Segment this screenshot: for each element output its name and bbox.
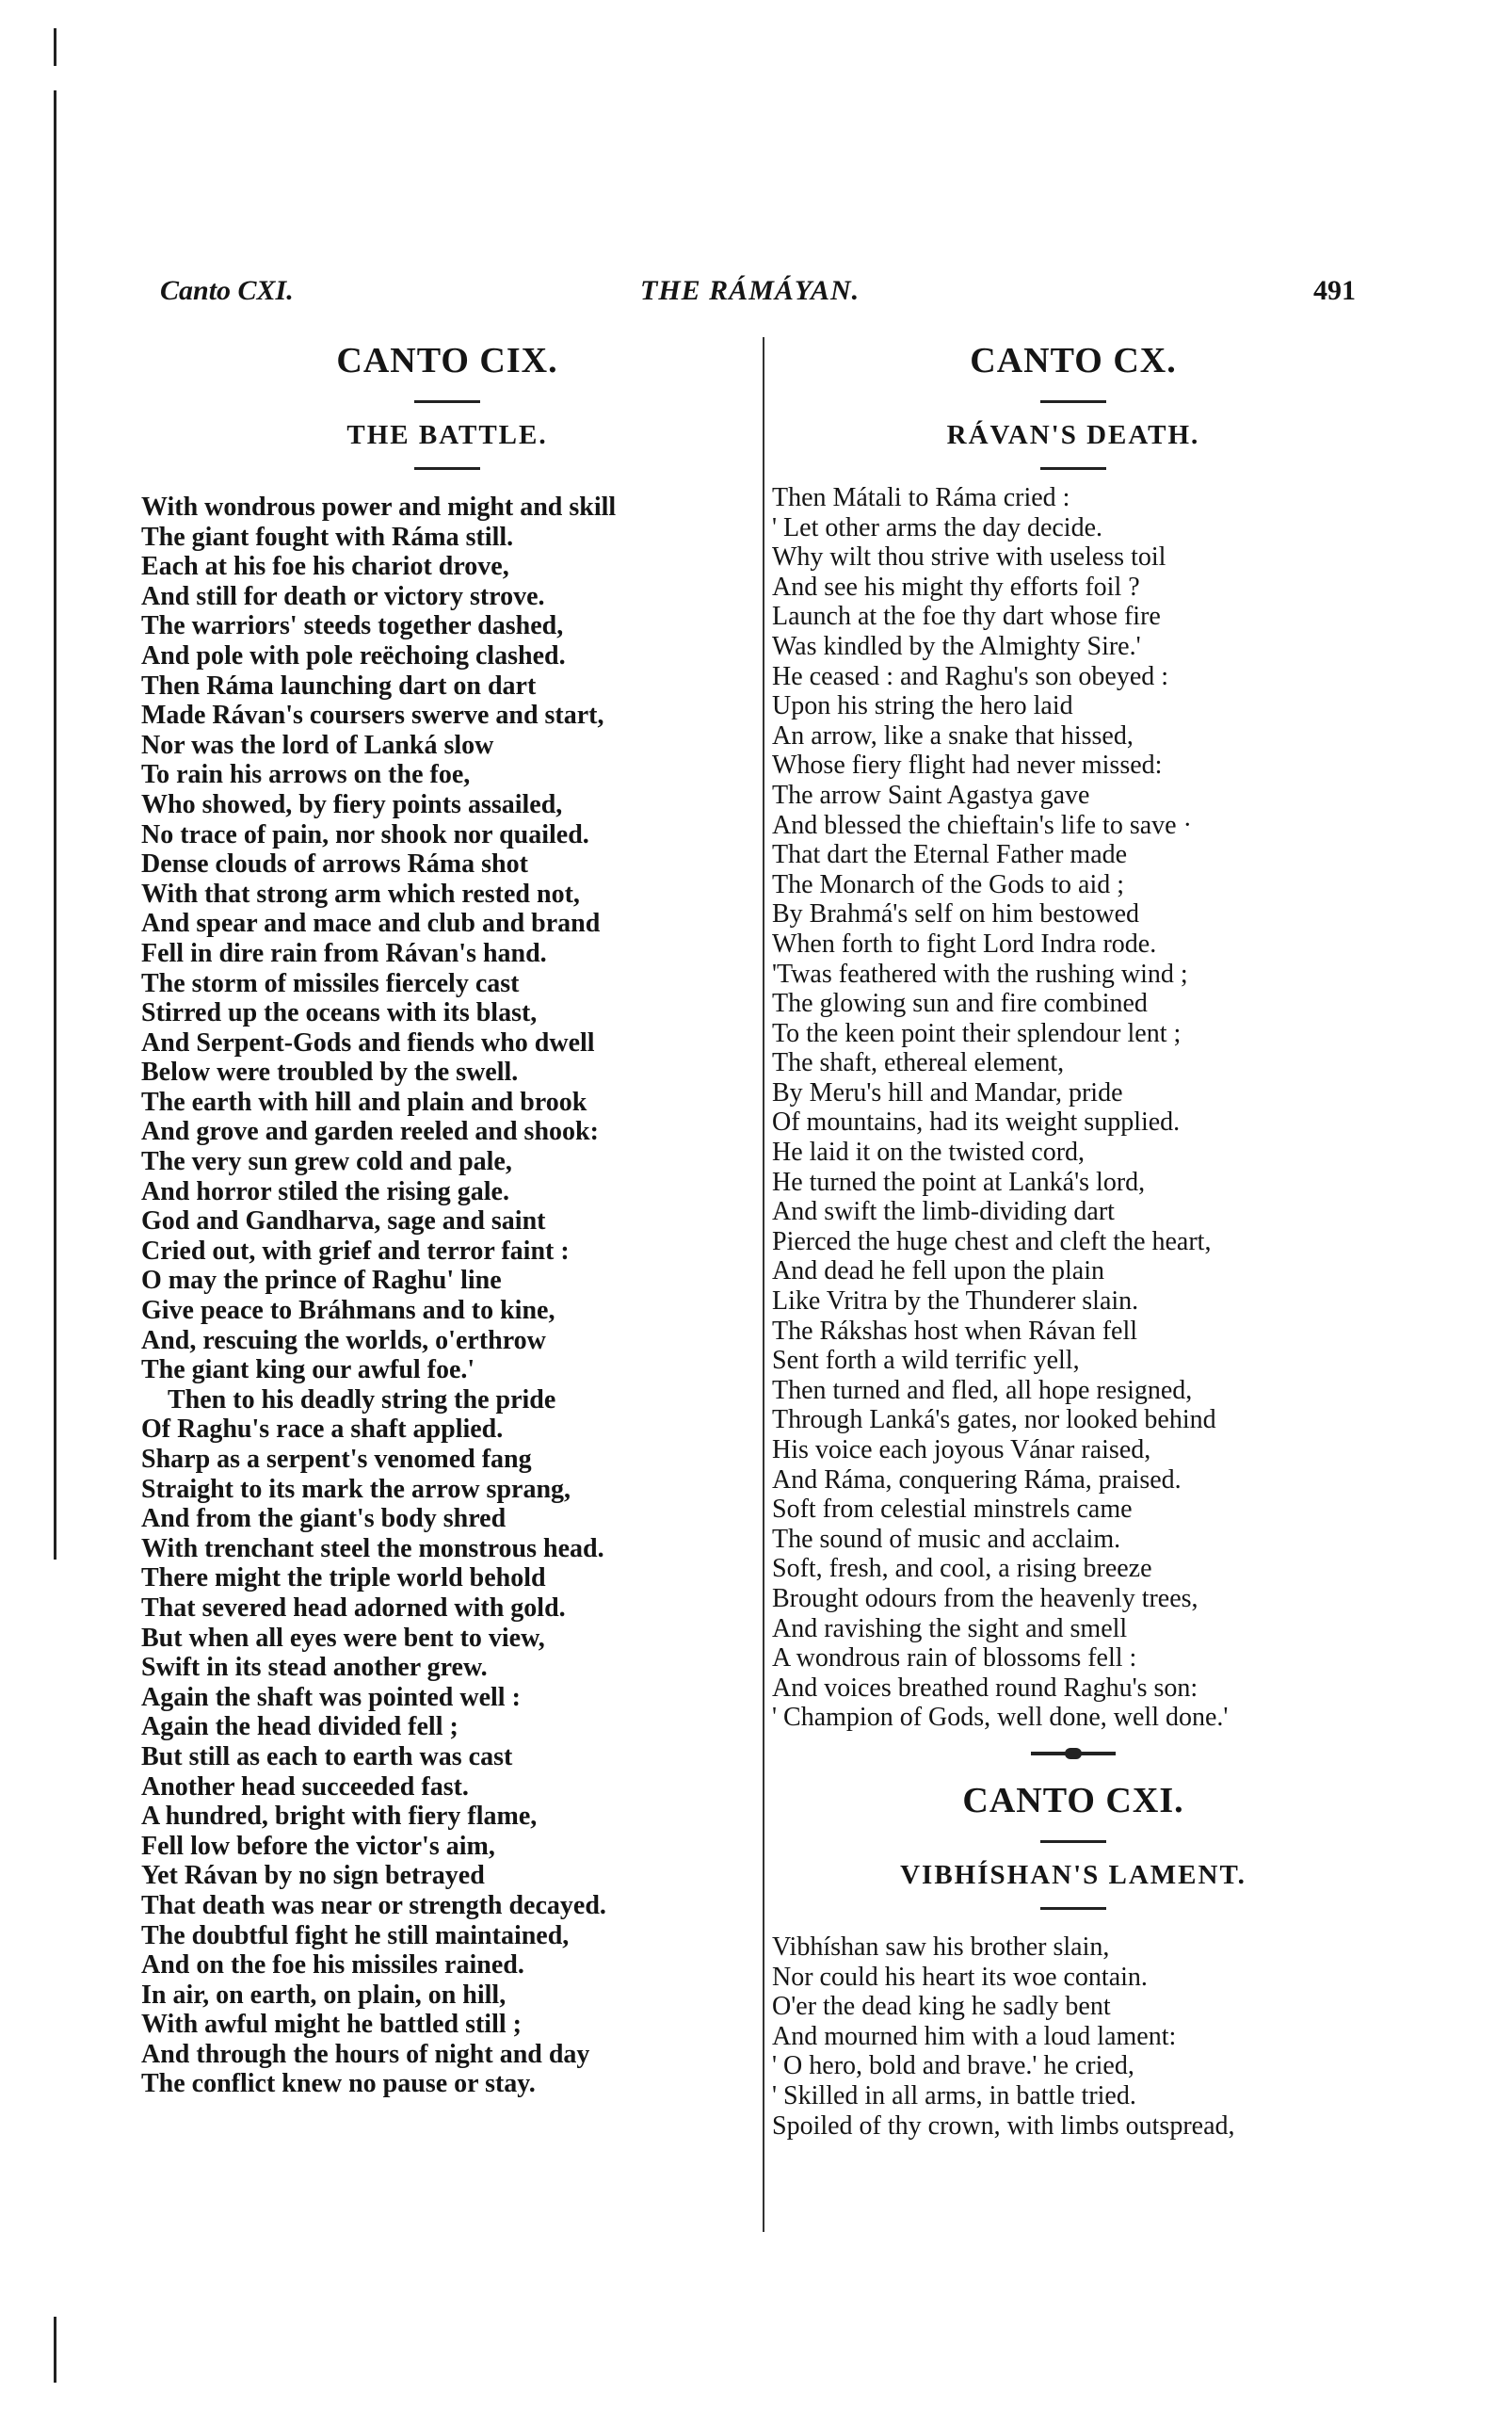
- verse-line: With trenchant steel the monstrous head.: [141, 1533, 604, 1563]
- verse-line: He turned the point at Lanká's lord,: [772, 1167, 1146, 1197]
- verse-line: The conflict knew no pause or stay.: [141, 2069, 536, 2099]
- verse-line: With wondrous power and might and skill: [141, 493, 617, 522]
- verse-line: O may the prince of Raghu' line: [141, 1266, 502, 1296]
- verse-line: Yet Rávan by no sign betrayed: [141, 1861, 485, 1891]
- subtitle-rule: [1040, 1907, 1106, 1910]
- verse-line: Again the head divided fell ;: [141, 1712, 458, 1742]
- verse-line: And dead he fell upon the plain: [772, 1256, 1105, 1286]
- verse-line: ' Skilled in all arms, in battle tried.: [772, 2080, 1136, 2110]
- scan-margin-mark-top: [54, 28, 56, 66]
- verse-line: The giant fought with Ráma still.: [141, 522, 514, 552]
- verse-line: His voice each joyous Vánar raised,: [772, 1435, 1151, 1464]
- verse-line: Who showed, by fiery points assailed,: [141, 789, 563, 819]
- verse-line: Of Raghu's race a shaft applied.: [141, 1415, 504, 1445]
- verse-line: Upon his string the hero laid: [772, 691, 1073, 721]
- verse-line: By Brahmá's self on him bestowed: [772, 899, 1139, 930]
- left-column: [141, 334, 753, 2099]
- verse-line: Nor could his heart its woe contain.: [772, 1962, 1148, 1992]
- verse-line: The Rákshas host when Rávan fell: [772, 1316, 1138, 1346]
- verse-line: The sound of music and acclaim.: [772, 1524, 1121, 1554]
- verse-line: And grove and garden reeled and shook:: [141, 1117, 599, 1147]
- column-divider: [763, 337, 764, 2232]
- canto-subtitle: RÁVAN'S DEATH.: [946, 420, 1200, 450]
- verse-line: Was kindled by the Almighty Sire.': [772, 631, 1141, 661]
- verse-line: Pierced the huge chest and cleft the heart,: [772, 1226, 1212, 1256]
- verse-block: [772, 483, 1375, 1733]
- verse-line: But still as each to earth was cast: [141, 1741, 513, 1771]
- verse-line: And blessed the chieftain's life to save ·: [772, 810, 1192, 840]
- canto-title: CANTO CIX.: [336, 341, 558, 380]
- verse-line: And spear and mace and club and brand: [141, 909, 601, 939]
- subtitle-rule: [1040, 467, 1106, 470]
- verse-line: Launch at the foe thy dart whose fire: [772, 602, 1161, 632]
- verse-line: ' O hero, bold and brave.' he cried,: [772, 2051, 1134, 2081]
- verse-line: To rain his arrows on the foe,: [141, 760, 471, 790]
- verse-line: The glowing sun and fire combined: [772, 989, 1148, 1019]
- scan-margin-mark: [54, 90, 56, 1560]
- verse-line: Whose fiery flight had never missed:: [772, 751, 1163, 781]
- verse-line: Spoiled of thy crown, with limbs outspread,: [772, 2110, 1235, 2141]
- running-header: [160, 275, 1356, 313]
- verse-line: The warriors' steeds together dashed,: [141, 611, 564, 641]
- verse-line: ' Champion of Gods, well done, well done.': [772, 1703, 1229, 1733]
- verse-line: When forth to fight Lord Indra rode.: [772, 929, 1157, 959]
- verse-line: An arrow, like a snake that hissed,: [772, 720, 1134, 751]
- verse-line: Swift in its stead another grew.: [141, 1653, 488, 1683]
- verse-line: Sent forth a wild terrific yell,: [772, 1346, 1080, 1376]
- verse-line: The very sun grew cold and pale,: [141, 1147, 512, 1177]
- verse-line: And, rescuing the worlds, o'erthrow: [141, 1325, 546, 1355]
- right-column: [772, 334, 1375, 2141]
- verse-line: Why wilt thou strive with useless toil: [772, 542, 1166, 573]
- subtitle-rule: [414, 467, 480, 470]
- verse-line: And through the hours of night and day: [141, 2039, 590, 2069]
- verse-line: He laid it on the twisted cord,: [772, 1138, 1086, 1168]
- verse-line: That dart the Eternal Father made: [772, 840, 1128, 870]
- verse-line: And ravishing the sight and smell: [772, 1613, 1128, 1643]
- verse-line: And horror stiled the rising gale.: [141, 1176, 509, 1206]
- canto-subtitle: THE BATTLE.: [346, 420, 548, 450]
- verse-line: Give peace to Bráhmans and to kine,: [141, 1296, 555, 1326]
- section-ornament: [1031, 1752, 1116, 1755]
- verse-line: And voices breathed round Raghu's son:: [772, 1673, 1198, 1703]
- verse-line: And mourned him with a loud lament:: [772, 2021, 1177, 2051]
- title-rule: [1040, 1840, 1106, 1843]
- verse-line: Like Vritra by the Thunderer slain.: [772, 1286, 1139, 1317]
- verse-line: The storm of missiles fiercely cast: [141, 968, 520, 998]
- header-canto-ref: Canto CXI.: [160, 275, 294, 306]
- canto-title: CANTO CXI.: [962, 1780, 1184, 1820]
- verse-line: The giant king our awful foe.': [141, 1355, 475, 1385]
- scan-margin-mark-bottom: [54, 2317, 56, 2383]
- verse-line: And from the giant's body shred: [141, 1504, 507, 1534]
- verse-line: Through Lanká's gates, nor looked behind: [772, 1405, 1216, 1435]
- verse-line: And on the foe his missiles rained.: [141, 1950, 524, 1981]
- verse-line: Dense clouds of arrows Ráma shot: [141, 849, 528, 880]
- verse-line: That death was near or strength decayed.: [141, 1890, 606, 1920]
- verse-line: Sharp as a serpent's venomed fang: [141, 1445, 532, 1474]
- verse-line: Another head succeeded fast.: [141, 1771, 469, 1802]
- verse-line: By Meru's hill and Mandar, pride: [772, 1077, 1123, 1107]
- verse-line: Then Ráma launching dart on dart: [141, 671, 537, 701]
- verse-line: A hundred, bright with fiery flame,: [141, 1802, 538, 1832]
- verse-line: With that strong arm which rested not,: [141, 879, 580, 909]
- verse-block: [141, 493, 753, 2099]
- canto-title: CANTO CX.: [970, 341, 1177, 380]
- verse-line: Below were troubled by the swell.: [141, 1058, 519, 1088]
- verse-line: Cried out, with grief and terror faint :: [141, 1236, 570, 1266]
- verse-line: Made Rávan's coursers swerve and start,: [141, 701, 604, 731]
- header-book-title: THE RÁMÁYAN.: [640, 275, 861, 306]
- verse-line: With awful might he battled still ;: [141, 2010, 522, 2040]
- verse-line: And see his might thy efforts foil ?: [772, 572, 1140, 602]
- verse-line: And Serpent-Gods and fiends who dwell: [141, 1027, 595, 1058]
- title-rule: [1040, 400, 1106, 403]
- verse-line: The doubtful fight he still maintained,: [141, 1920, 570, 1950]
- verse-line: A wondrous rain of blossoms fell :: [772, 1643, 1137, 1673]
- verse-line: Then to his deadly string the pride: [168, 1384, 556, 1415]
- verse-line: He ceased : and Raghu's son obeyed :: [772, 661, 1169, 691]
- verse-line: In air, on earth, on plain, on hill,: [141, 1980, 507, 2010]
- verse-line: The Monarch of the Gods to aid ;: [772, 869, 1125, 899]
- verse-line: And still for death or victory strove.: [141, 581, 545, 611]
- verse-line: But when all eyes were bent to view,: [141, 1623, 545, 1653]
- verse-line: ' Let other arms the day decide.: [772, 512, 1103, 542]
- verse-line: Vibhíshan saw his brother slain,: [772, 1932, 1110, 1962]
- title-rule: [414, 400, 480, 403]
- verse-line: That severed head adorned with gold.: [141, 1593, 566, 1623]
- verse-line: Fell in dire rain from Rávan's hand.: [141, 938, 547, 968]
- verse-line: Stirred up the oceans with its blast,: [141, 998, 538, 1028]
- verse-line: Then Mátali to Ráma cried :: [772, 483, 1070, 512]
- verse-line: Each at his foe his chariot drove,: [141, 552, 509, 582]
- verse-line: And Ráma, conquering Ráma, praised.: [772, 1464, 1182, 1495]
- verse-line: Nor was the lord of Lanká slow: [141, 730, 494, 760]
- verse-line: And pole with pole reëchoing clashed.: [141, 640, 566, 671]
- verse-line: Straight to its mark the arrow sprang,: [141, 1474, 571, 1504]
- verse-block: [772, 1932, 1375, 2141]
- verse-line: No trace of pain, nor shook nor quailed.: [141, 819, 589, 849]
- verse-line: The earth with hill and plain and brook: [141, 1087, 587, 1117]
- verse-line: Again the shaft was pointed well :: [141, 1682, 521, 1712]
- verse-line: God and Gandharva, sage and saint: [141, 1206, 546, 1237]
- verse-line: O'er the dead king he sadly bent: [772, 1992, 1111, 2022]
- canto-subtitle: VIBHÍSHAN'S LAMENT.: [900, 1859, 1247, 1890]
- verse-line: And swift the limb-dividing dart: [772, 1197, 1115, 1227]
- verse-line: There might the triple world behold: [141, 1563, 546, 1593]
- verse-line: To the keen point their splendour lent ;: [772, 1018, 1182, 1048]
- verse-line: 'Twas feathered with the rushing wind ;: [772, 959, 1188, 989]
- verse-line: The arrow Saint Agastya gave: [772, 780, 1090, 810]
- verse-line: Brought odours from the heavenly trees,: [772, 1583, 1198, 1613]
- page-number: 491: [1313, 275, 1356, 306]
- verse-line: Of mountains, had its weight supplied.: [772, 1107, 1181, 1138]
- verse-line: Fell low before the victor's aim,: [141, 1831, 495, 1861]
- verse-line: Soft, fresh, and cool, a rising breeze: [772, 1554, 1152, 1584]
- verse-line: Then turned and fled, all hope resigned,: [772, 1375, 1193, 1405]
- verse-line: The shaft, ethereal element,: [772, 1048, 1065, 1078]
- verse-line: Soft from celestial minstrels came: [772, 1495, 1133, 1525]
